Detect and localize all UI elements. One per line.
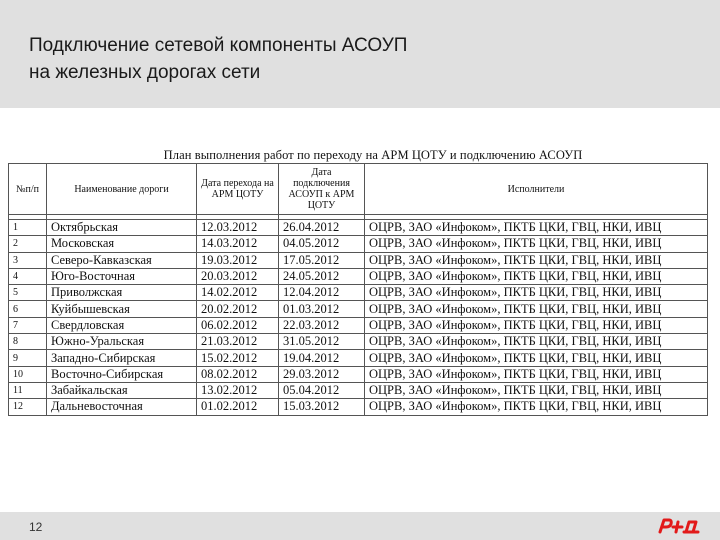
cell-road-name: Южно-Уральская bbox=[47, 334, 197, 350]
cell-executors: ОЦРВ, ЗАО «Инфоком», ПКТБ ЦКИ, ГВЦ, НКИ, ИВЦ bbox=[365, 268, 708, 284]
cell-date-connection: 31.05.2012 bbox=[279, 334, 365, 350]
cell-date-connection: 01.03.2012 bbox=[279, 301, 365, 317]
cell-road-name: Свердловская bbox=[47, 317, 197, 333]
cell-row-number: 9 bbox=[9, 350, 47, 366]
column-header-date-transition: Дата перехода на АРМ ЦОТУ bbox=[197, 164, 279, 215]
cell-date-transition: 13.02.2012 bbox=[197, 382, 279, 398]
cell-executors: ОЦРВ, ЗАО «Инфоком», ПКТБ ЦКИ, ГВЦ, НКИ, ИВЦ bbox=[365, 366, 708, 382]
table-row bbox=[9, 317, 708, 333]
cell-date-connection: 12.04.2012 bbox=[279, 285, 365, 301]
cell-row-number: 3 bbox=[9, 252, 47, 268]
cell-executors: ОЦРВ, ЗАО «Инфоком», ПКТБ ЦКИ, ГВЦ, НКИ, ИВЦ bbox=[365, 350, 708, 366]
table-row bbox=[9, 285, 708, 301]
cell-road-name: Московская bbox=[47, 236, 197, 252]
cell-road-name: Восточно-Сибирская bbox=[47, 366, 197, 382]
cell-date-transition: 06.02.2012 bbox=[197, 317, 279, 333]
column-header-num: №п/п bbox=[9, 164, 47, 215]
cell-road-name: Северо-Кавказская bbox=[47, 252, 197, 268]
column-header-date-connection: Дата подключения АСОУП к АРМ ЦОТУ bbox=[279, 164, 365, 215]
cell-row-number: 11 bbox=[9, 382, 47, 398]
cell-date-transition: 08.02.2012 bbox=[197, 366, 279, 382]
cell-road-name: Юго-Восточная bbox=[47, 268, 197, 284]
cell-road-name: Октябрьская bbox=[47, 220, 197, 236]
table-row bbox=[9, 220, 708, 236]
table-row bbox=[9, 301, 708, 317]
rzd-logo-icon bbox=[656, 514, 702, 536]
cell-row-number: 4 bbox=[9, 268, 47, 284]
cell-date-connection: 04.05.2012 bbox=[279, 236, 365, 252]
slide-title-line-1: Подключение сетевой компоненты АСОУП bbox=[29, 35, 408, 56]
table-row bbox=[9, 382, 708, 398]
cell-date-transition: 01.02.2012 bbox=[197, 399, 279, 415]
table-row bbox=[9, 334, 708, 350]
table-row bbox=[9, 252, 708, 268]
cell-date-transition: 14.02.2012 bbox=[197, 285, 279, 301]
slide-title bbox=[29, 32, 629, 86]
cell-date-connection: 05.04.2012 bbox=[279, 382, 365, 398]
cell-date-transition: 12.03.2012 bbox=[197, 220, 279, 236]
cell-date-transition: 14.03.2012 bbox=[197, 236, 279, 252]
table-header-row bbox=[9, 164, 708, 215]
header-bar bbox=[0, 0, 720, 108]
cell-executors: ОЦРВ, ЗАО «Инфоком», ПКТБ ЦКИ, ГВЦ, НКИ, ИВЦ bbox=[365, 317, 708, 333]
page-number: 12 bbox=[29, 520, 43, 534]
table-row bbox=[9, 236, 708, 252]
plan-table bbox=[8, 163, 708, 416]
footer-bar bbox=[0, 512, 720, 540]
cell-row-number: 7 bbox=[9, 317, 47, 333]
cell-road-name: Куйбышевская bbox=[47, 301, 197, 317]
table-row bbox=[9, 350, 708, 366]
plan-title: План выполнения работ по переходу на АРМ ЦОТУ и подключению АСОУП bbox=[163, 148, 583, 162]
cell-date-connection: 19.04.2012 bbox=[279, 350, 365, 366]
cell-date-transition: 15.02.2012 bbox=[197, 350, 279, 366]
cell-date-connection: 17.05.2012 bbox=[279, 252, 365, 268]
cell-date-connection: 26.04.2012 bbox=[279, 220, 365, 236]
cell-executors: ОЦРВ, ЗАО «Инфоком», ПКТБ ЦКИ, ГВЦ, НКИ, ИВЦ bbox=[365, 252, 708, 268]
cell-row-number: 5 bbox=[9, 285, 47, 301]
column-header-executors: Исполнители bbox=[365, 164, 708, 215]
table-row bbox=[9, 268, 708, 284]
table-row bbox=[9, 399, 708, 415]
cell-row-number: 2 bbox=[9, 236, 47, 252]
cell-executors: ОЦРВ, ЗАО «Инфоком», ПКТБ ЦКИ, ГВЦ, НКИ, ИВЦ bbox=[365, 220, 708, 236]
cell-date-connection: 24.05.2012 bbox=[279, 268, 365, 284]
cell-date-transition: 19.03.2012 bbox=[197, 252, 279, 268]
cell-road-name: Забайкальская bbox=[47, 382, 197, 398]
cell-executors: ОЦРВ, ЗАО «Инфоком», ПКТБ ЦКИ, ГВЦ, НКИ, ИВЦ bbox=[365, 399, 708, 415]
cell-date-transition: 20.03.2012 bbox=[197, 268, 279, 284]
cell-road-name: Приволжская bbox=[47, 285, 197, 301]
cell-executors: ОЦРВ, ЗАО «Инфоком», ПКТБ ЦКИ, ГВЦ, НКИ, ИВЦ bbox=[365, 236, 708, 252]
slide-title-line-2: на железных дорогах сети bbox=[29, 62, 261, 83]
cell-row-number: 1 bbox=[9, 220, 47, 236]
cell-date-connection: 29.03.2012 bbox=[279, 366, 365, 382]
cell-executors: ОЦРВ, ЗАО «Инфоком», ПКТБ ЦКИ, ГВЦ, НКИ, ИВЦ bbox=[365, 334, 708, 350]
cell-date-transition: 21.03.2012 bbox=[197, 334, 279, 350]
cell-executors: ОЦРВ, ЗАО «Инфоком», ПКТБ ЦКИ, ГВЦ, НКИ, ИВЦ bbox=[365, 285, 708, 301]
cell-road-name: Западно-Сибирская bbox=[47, 350, 197, 366]
cell-date-connection: 15.03.2012 bbox=[279, 399, 365, 415]
column-header-road: Наименование дороги bbox=[47, 164, 197, 215]
cell-road-name: Дальневосточная bbox=[47, 399, 197, 415]
cell-executors: ОЦРВ, ЗАО «Инфоком», ПКТБ ЦКИ, ГВЦ, НКИ, ИВЦ bbox=[365, 382, 708, 398]
cell-executors: ОЦРВ, ЗАО «Инфоком», ПКТБ ЦКИ, ГВЦ, НКИ, ИВЦ bbox=[365, 301, 708, 317]
cell-row-number: 12 bbox=[9, 399, 47, 415]
cell-row-number: 8 bbox=[9, 334, 47, 350]
cell-row-number: 6 bbox=[9, 301, 47, 317]
cell-date-connection: 22.03.2012 bbox=[279, 317, 365, 333]
cell-row-number: 10 bbox=[9, 366, 47, 382]
table-row bbox=[9, 366, 708, 382]
plan-document bbox=[8, 148, 708, 416]
table-body bbox=[9, 215, 708, 416]
cell-date-transition: 20.02.2012 bbox=[197, 301, 279, 317]
